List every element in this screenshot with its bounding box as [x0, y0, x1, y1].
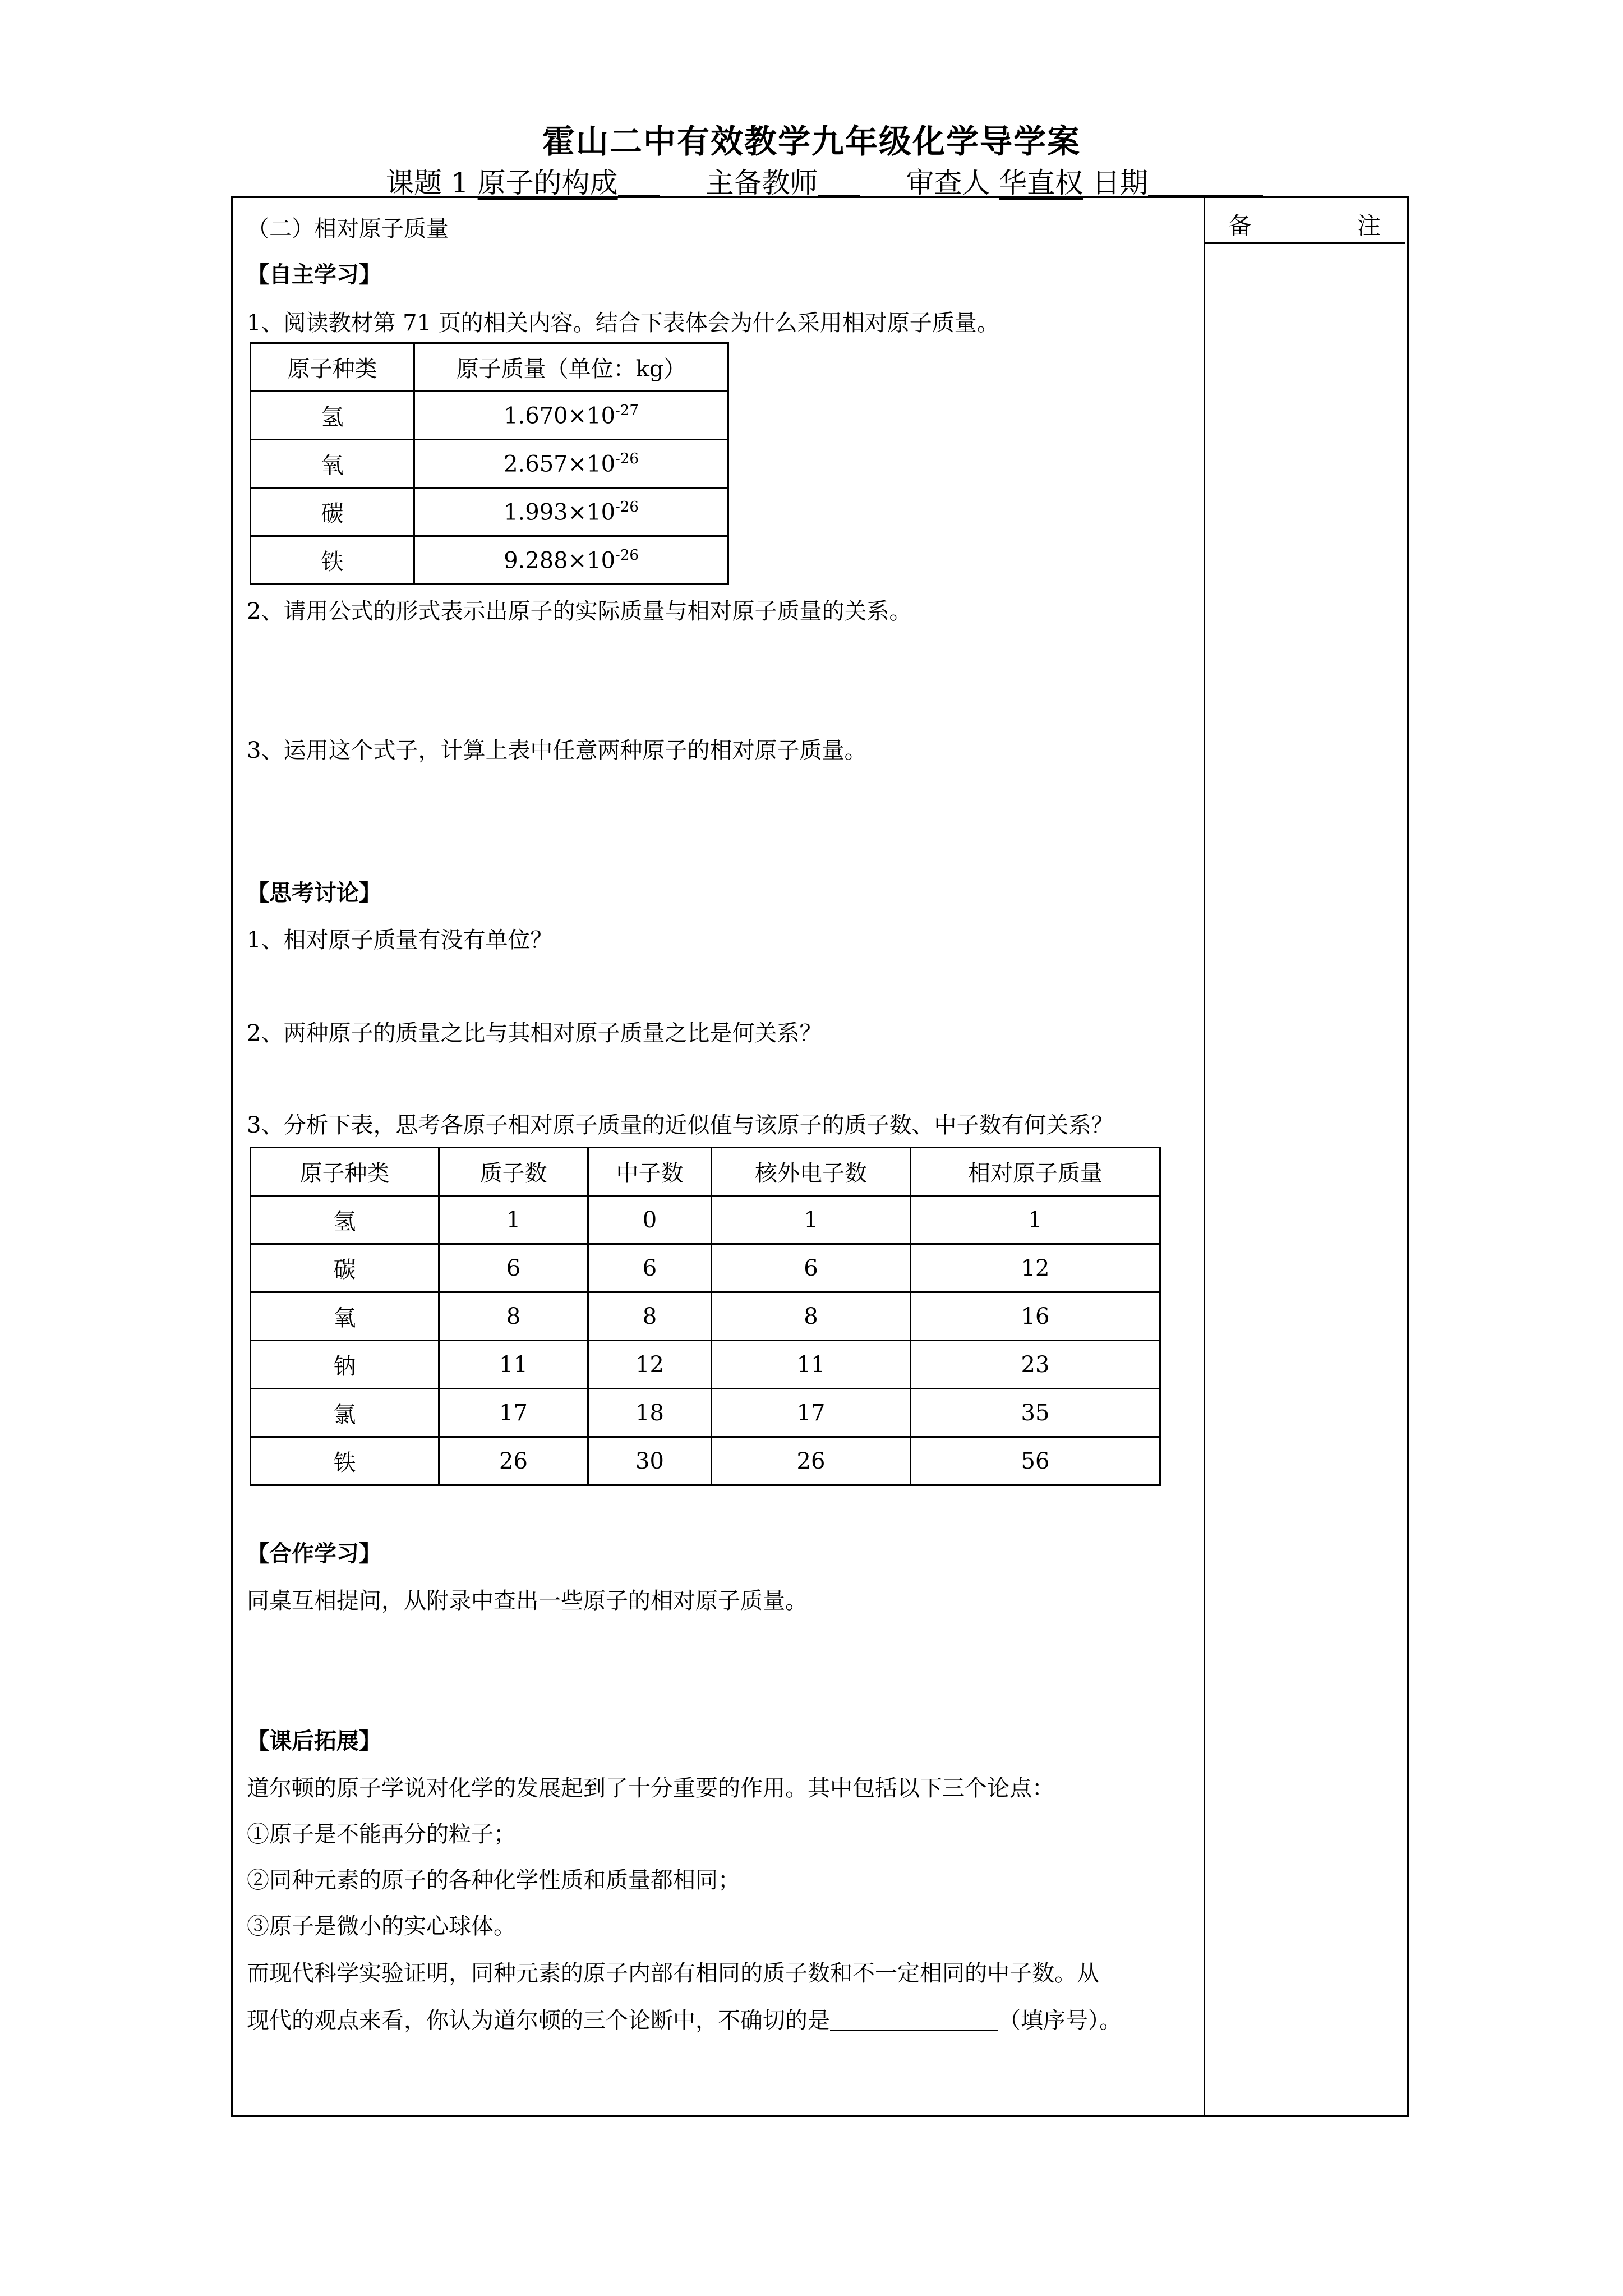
- table-header: 中子数: [588, 1148, 712, 1196]
- notes-label-left: 备: [1228, 212, 1252, 240]
- table-row: [251, 1292, 1160, 1341]
- table-cell: $1.993\times 10^{-26}$: [414, 488, 728, 536]
- table-cell: 17: [439, 1389, 588, 1437]
- extension-paragraph-line-1: 而现代科学实验证明，同种元素的原子内部有相同的质子数和不一定相同的中子数。从: [247, 1961, 1099, 1986]
- worksheet-title: 霍山二中有效教学九年级化学导学案: [542, 122, 1081, 160]
- extension-heading: 【课后拓展】: [247, 1728, 381, 1754]
- table-row: [251, 536, 728, 585]
- date-label: 日期: [1092, 167, 1149, 199]
- table-cell: 35: [911, 1389, 1160, 1437]
- table-header: 原子种类: [251, 343, 414, 392]
- table-cell: 56: [911, 1437, 1160, 1485]
- table-header: 原子种类: [251, 1148, 439, 1196]
- table-cell: 氧: [251, 440, 414, 488]
- topic-blank: [618, 167, 660, 197]
- reviewer-value: 华直权: [999, 167, 1083, 199]
- self-study-heading: 【自主学习】: [247, 261, 381, 288]
- teacher-blank: [818, 167, 860, 197]
- table-cell: 钠: [251, 1341, 439, 1389]
- table-cell: 碳: [251, 1244, 439, 1292]
- reviewer-label: 审查人: [906, 167, 990, 199]
- self-study-question-1: 1、阅读教材第 71 页的相关内容。结合下表体会为什么采用相对原子质量。: [247, 310, 999, 336]
- atom-structure-table: [250, 1147, 1161, 1486]
- table-cell: $1.670\times 10^{-27}$: [414, 392, 728, 440]
- notes-header-rule: [1204, 242, 1405, 244]
- cooperation-heading: 【合作学习】: [247, 1540, 381, 1567]
- extension-point-3: ③原子是微小的实心球体。: [247, 1913, 516, 1939]
- self-study-question-3: 3、运用这个式子，计算上表中任意两种原子的相对原子质量。: [247, 738, 867, 763]
- table-cell: 铁: [251, 1437, 439, 1485]
- table-cell: 6: [712, 1244, 911, 1292]
- table-header: 核外电子数: [712, 1148, 911, 1196]
- table-cell: 6: [588, 1244, 712, 1292]
- table-cell: 12: [911, 1244, 1160, 1292]
- table-cell: 8: [439, 1292, 588, 1341]
- cooperation-text: 同桌互相提问，从附录中查出一些原子的相对原子质量。: [247, 1588, 808, 1614]
- table-row: [251, 1196, 1160, 1244]
- topic-label: 课题 1: [386, 167, 469, 199]
- extension-point-2: ②同种元素的原子的各种化学性质和质量都相同；: [247, 1867, 740, 1893]
- extension-point-1: ①原子是不能再分的粒子；: [247, 1821, 516, 1847]
- topic-value: 原子的构成: [477, 167, 618, 199]
- teacher-label: 主备教师: [706, 167, 818, 199]
- table-row: [251, 1437, 1160, 1485]
- table-cell: 26: [439, 1437, 588, 1485]
- notes-label-right: 注: [1357, 212, 1381, 240]
- table-cell: 16: [911, 1292, 1160, 1341]
- table-cell: 氢: [251, 392, 414, 440]
- table-cell: 30: [588, 1437, 712, 1485]
- table-cell: 8: [588, 1292, 712, 1341]
- discussion-heading: 【思考讨论】: [247, 880, 381, 906]
- table-cell: 6: [439, 1244, 588, 1292]
- table-row: [251, 1389, 1160, 1437]
- table-cell: 23: [911, 1341, 1160, 1389]
- extension-paragraph-line-2: 现代的观点来看，你认为道尔顿的三个论断中，不确切的是 （填序号）。: [247, 2006, 1122, 2034]
- table-cell: 1: [911, 1196, 1160, 1244]
- discussion-question-1: 1、相对原子质量有没有单位？: [247, 927, 553, 953]
- table-cell: 氢: [251, 1196, 439, 1244]
- table-cell: 1: [712, 1196, 911, 1244]
- table-row: [251, 392, 728, 440]
- table-cell: 0: [588, 1196, 712, 1244]
- table-row: [251, 1341, 1160, 1389]
- table-header: 原子质量（单位：kg）: [414, 343, 728, 392]
- table-header: 相对原子质量: [911, 1148, 1160, 1196]
- table-row: [251, 440, 728, 488]
- answer-blank[interactable]: [830, 2006, 998, 2031]
- date-blank: [1148, 167, 1263, 197]
- worksheet-subtitle: [386, 160, 1263, 201]
- table-cell: 12: [588, 1341, 712, 1389]
- table-cell: 1: [439, 1196, 588, 1244]
- table-cell: 碳: [251, 488, 414, 536]
- table-cell: 26: [712, 1437, 911, 1485]
- table-cell: 铁: [251, 536, 414, 585]
- table-cell: 氯: [251, 1389, 439, 1437]
- table-cell: $9.288\times 10^{-26}$: [414, 536, 728, 585]
- table-cell: $2.657\times 10^{-26}$: [414, 440, 728, 488]
- table-cell: 18: [588, 1389, 712, 1437]
- self-study-question-2: 2、请用公式的形式表示出原子的实际质量与相对原子质量的关系。: [247, 599, 912, 624]
- table-cell: 11: [712, 1341, 911, 1389]
- notes-column-divider: [1204, 196, 1205, 2115]
- table-header: 质子数: [439, 1148, 588, 1196]
- section-title: （二）相对原子质量: [247, 216, 449, 242]
- table-row: [251, 488, 728, 536]
- table-cell: 氧: [251, 1292, 439, 1341]
- extension-intro: 道尔顿的原子学说对化学的发展起到了十分重要的作用。其中包括以下三个论点：: [247, 1775, 1054, 1801]
- discussion-question-3: 3、分析下表，思考各原子相对原子质量的近似值与该原子的质子数、中子数有何关系？: [247, 1112, 1114, 1138]
- table-row: [251, 1244, 1160, 1292]
- table-cell: 17: [712, 1389, 911, 1437]
- table-cell: 8: [712, 1292, 911, 1341]
- atom-mass-table: [250, 342, 729, 585]
- table-cell: 11: [439, 1341, 588, 1389]
- discussion-question-2: 2、两种原子的质量之比与其相对原子质量之比是何关系？: [247, 1020, 822, 1046]
